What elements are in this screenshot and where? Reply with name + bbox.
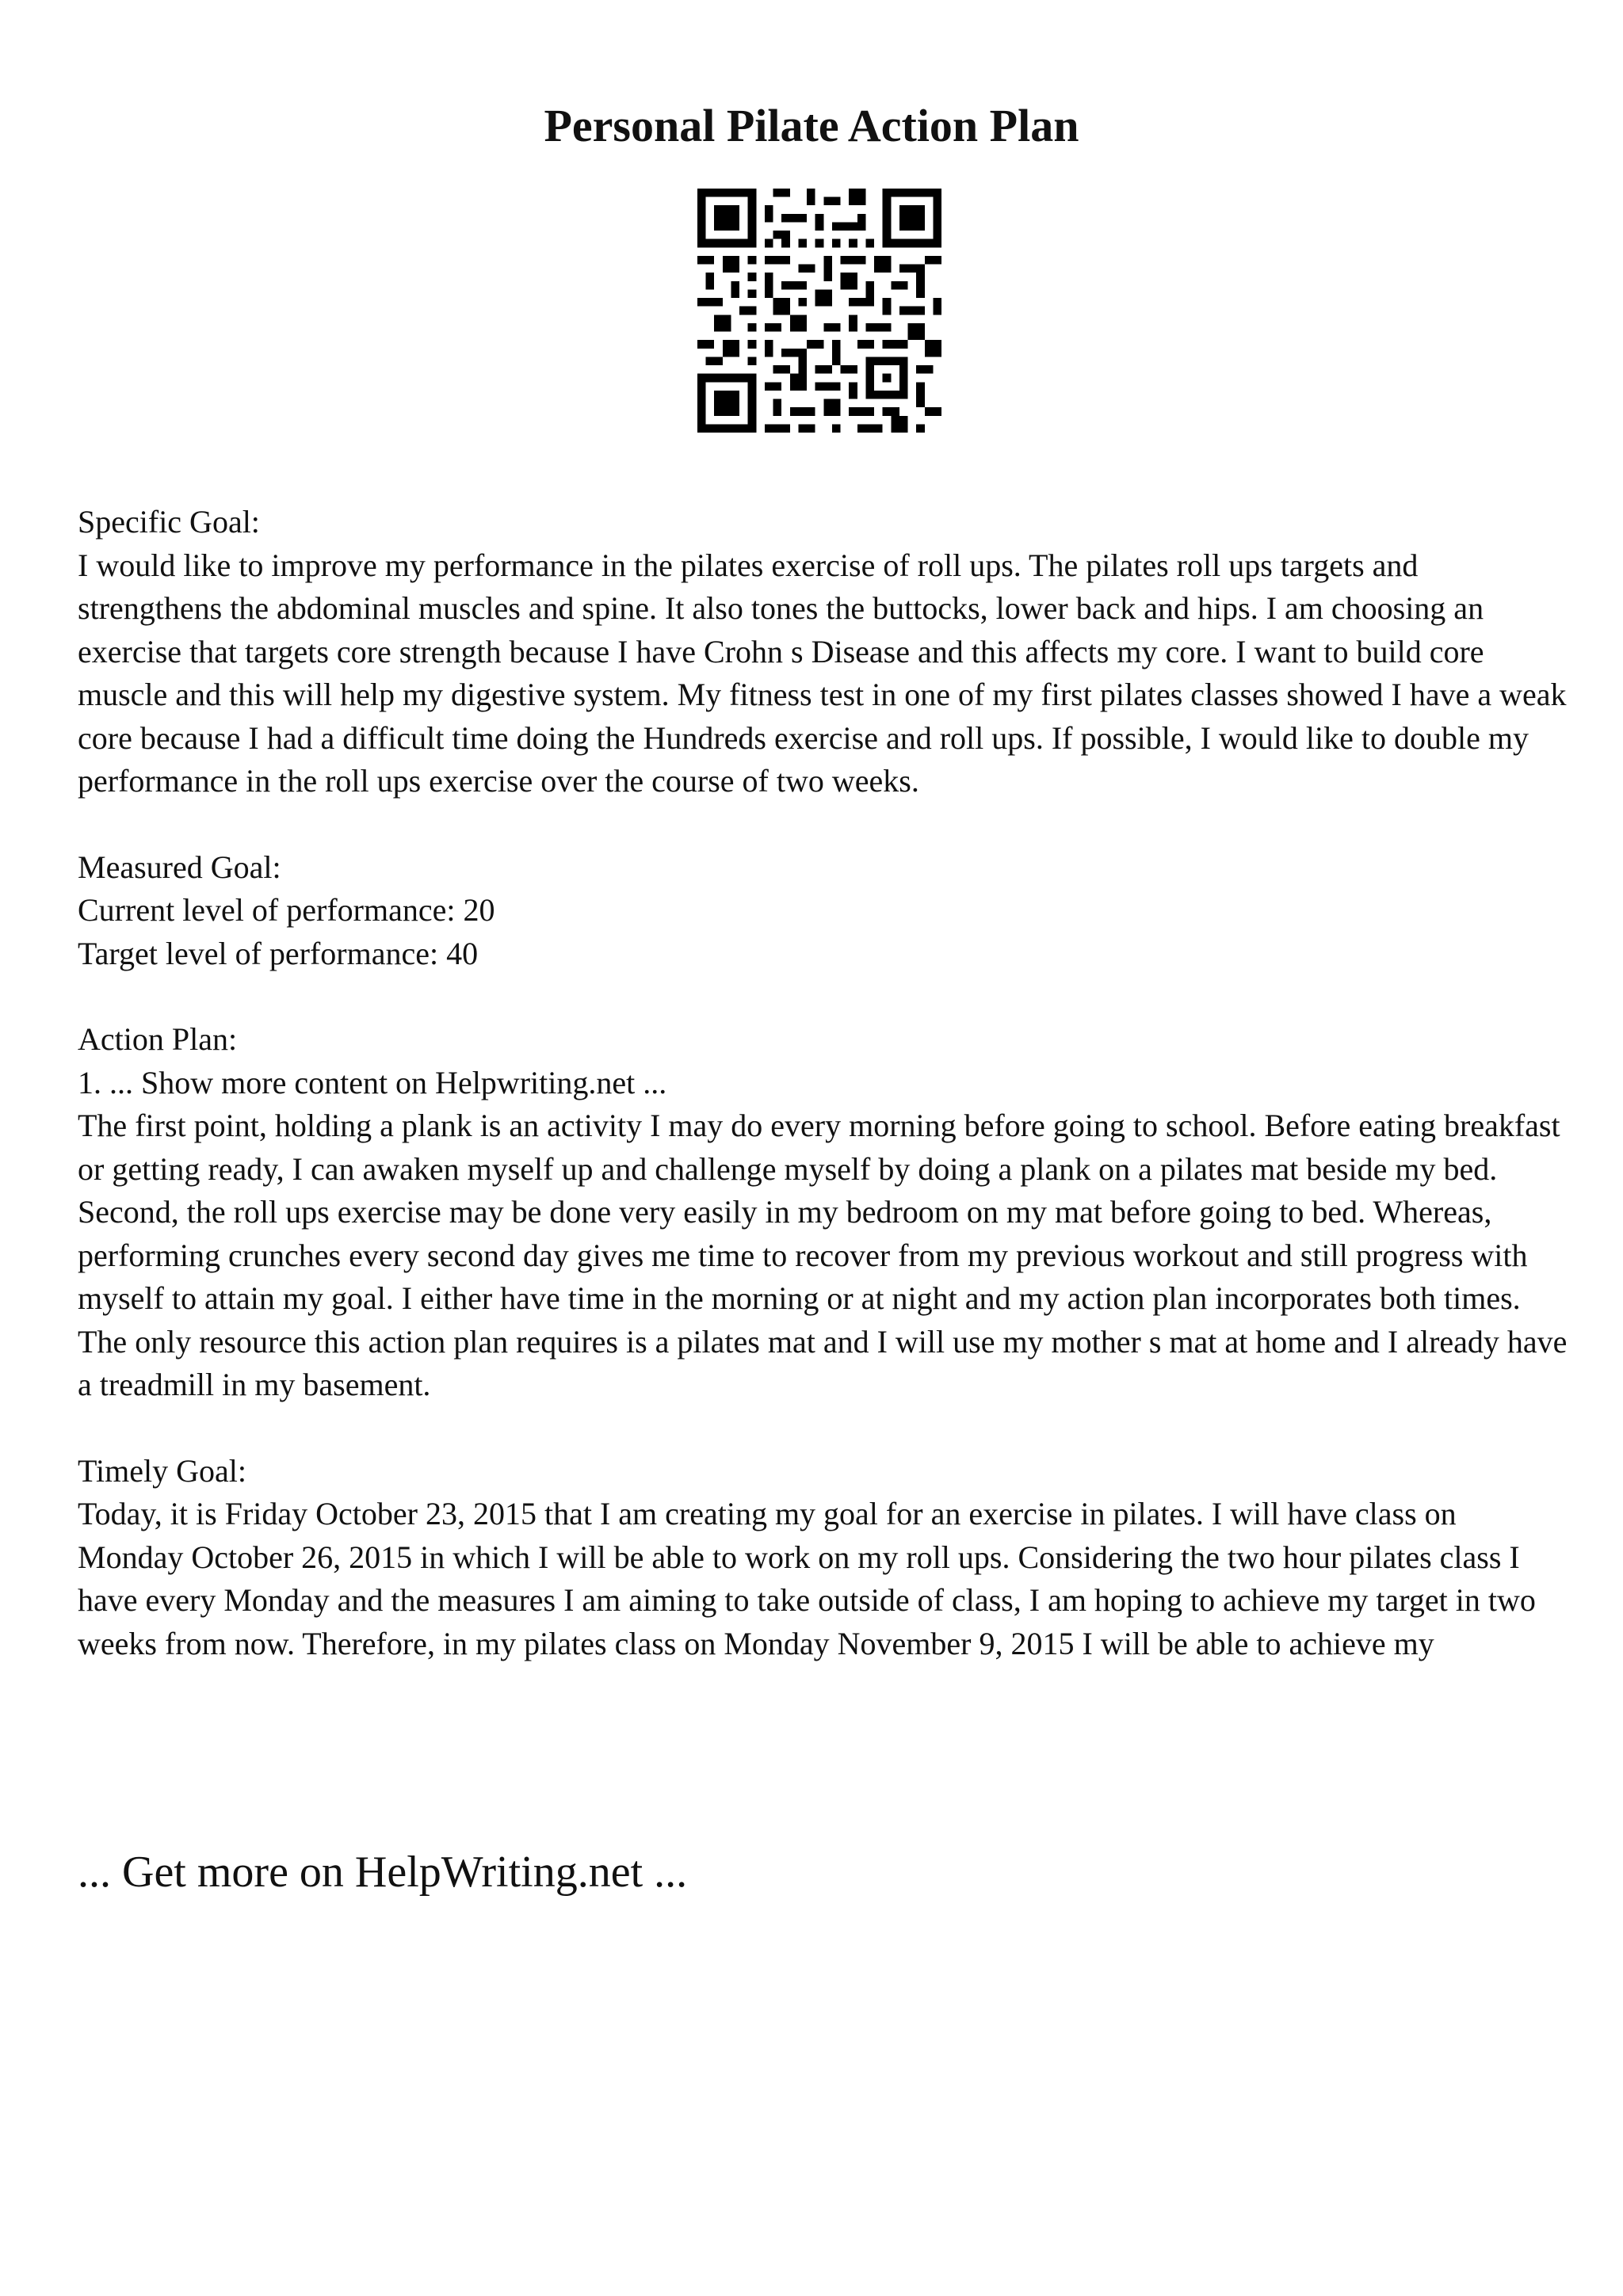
timely-goal-heading: Timely Goal: xyxy=(78,1452,246,1489)
get-more-link[interactable]: ... Get more on HelpWriting.net ... xyxy=(78,1848,688,1897)
action-plan-heading: Action Plan: xyxy=(78,1021,238,1057)
specific-goal-text: I would like to improve my performance in the pilates exercise of roll ups. The pilates roll ups targets and strengthens the abdominal muscles and spine. It also tones the buttocks, lower back and hips. I am choosing an exercise that targets core strength because I have Crohn s Disease and this affects my core. I want to build core muscle and this will help my digestive system. My fitness test in one of my first pilates classes showed I have a weak core because I had a difficult time doing the Hundreds exercise and roll ups. If possible, I would like to double my performance in the roll ups exercise over the course of two weeks. xyxy=(78,547,1567,799)
document-body xyxy=(78,501,1568,1665)
specific-goal-heading: Specific Goal: xyxy=(78,504,260,540)
qr-code-icon xyxy=(697,189,941,433)
timely-goal-text: Today, it is Friday October 23, 2015 that I am creating my goal for an exercise in pilates. I will have class on Monday October 26, 2015 in which I will be able to work on my roll ups. Considering the two hour pilates class I have every Monday and the measures I am aiming to take outside of class, I am hoping to achieve my target in two weeks from now. Therefore, in my pilates class on Monday November 9, 2015 I will be able to achieve my xyxy=(78,1496,1536,1661)
measured-goal-target: Target level of performance: 40 xyxy=(78,935,479,971)
action-plan-text: The first point, holding a plank is an activity I may do every morning before going to school. Before eating breakfast or getting ready, I can awaken myself up and challenge myself by doing a plank on a pilates mat beside my bed. Second, the roll ups exercise may be done very easily in my bedroom on my mat before going to bed. Whereas, performing crunches every second day gives me time to recover from my previous workout and still progress with myself to attain my goal. I either have time in the morning or at night and my action plan incorporates both times. The only resource this action plan requires is a pilates mat and I will use my mother s mat at home and I already have a treadmill in my basement. xyxy=(78,1108,1568,1402)
measured-goal-current: Current level of performance: 20 xyxy=(78,892,495,928)
measured-goal-heading: Measured Goal: xyxy=(78,849,281,885)
action-plan-first-item: 1. ... Show more content on Helpwriting.net ... xyxy=(78,1064,667,1100)
document-title: Personal Pilate Action Plan xyxy=(544,100,1079,151)
